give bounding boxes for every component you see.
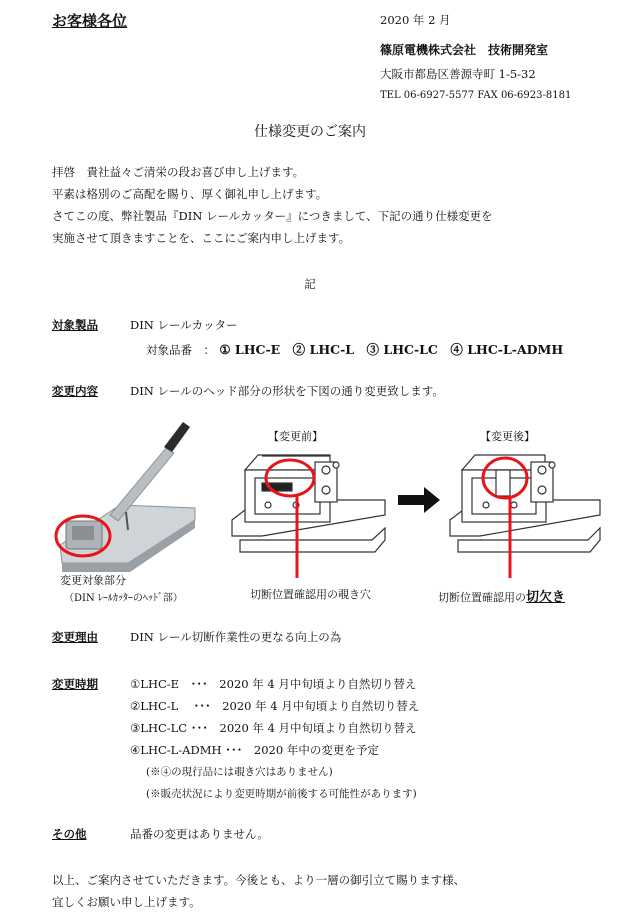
models-list: ① LHC-E ② LHC-L ③ LHC-LC ④ LHC-L-ADMH <box>219 342 564 357</box>
timing-label: 変更時期 <box>52 677 98 691</box>
after-caption-prefix: 切断位置確認用の <box>438 591 526 604</box>
timing-note: (※販売状況により変更時期が前後する可能性があります) <box>146 788 417 800</box>
other-value: 品番の変更はありません。 <box>130 827 269 841</box>
addressee: お客様各位 <box>52 12 128 30</box>
target-caption-sub: （DIN ﾚｰﾙｶｯﾀｰのﾍｯﾄﾞ部） <box>64 593 183 604</box>
timing-row: ②LHC-L ･･･ 2020 年 4 月中旬頃より自然切り替え <box>130 699 420 713</box>
change-value: DIN レールのヘッド部分の形状を下図の通り変更致します。 <box>130 384 444 398</box>
product-label: 対象製品 <box>52 318 98 332</box>
timing-note: (※④の現行品には覗き穴はありません) <box>146 766 333 778</box>
intro-line: 拝啓 貴社益々ご清栄の段お喜び申し上げます。 <box>52 165 305 179</box>
right-arrow-icon <box>398 487 440 513</box>
intro-line: さてこの度、弊社製品『DIN レールカッター』につきまして、下記の通り仕様変更を <box>52 209 493 223</box>
models-prefix: 対象品番 ： <box>146 343 215 357</box>
after-label: 【変更後】 <box>480 430 535 443</box>
ki-heading: 記 <box>304 277 316 291</box>
other-label: その他 <box>52 827 87 841</box>
reason-value: DIN レール切断作業性の更なる向上の為 <box>130 630 342 644</box>
document-title: 仕様変更のご案内 <box>254 124 366 140</box>
intro-line: 実施させて頂きますことを、ここにご案内申し上げます。 <box>52 231 351 245</box>
before-label: 【変更前】 <box>268 430 323 443</box>
date: 2020 年 2 月 <box>380 13 451 27</box>
timing-row: ①LHC-E ･･･ 2020 年 4 月中旬頃より自然切り替え <box>130 677 417 691</box>
timing-row: ③LHC-LC ･･･ 2020 年 4 月中旬頃より自然切り替え <box>130 721 417 735</box>
timing-row: ④LHC-L-ADMH ･･･ 2020 年中の変更を予定 <box>130 743 379 757</box>
reason-label: 変更理由 <box>52 630 98 644</box>
before-caption: 切断位置確認用の覗き穴 <box>250 588 371 601</box>
company-name: 篠原電機株式会社 技術開発室 <box>380 43 549 57</box>
after-caption <box>438 586 565 605</box>
after-caption-emphasis: 切欠き <box>526 590 566 605</box>
product-value: DIN レールカッター <box>130 318 238 332</box>
closing-line: 以上、ご案内させていただきます。今後とも、より一層の御引立て賜ります様、 <box>52 873 466 887</box>
cutter-photo <box>60 422 195 572</box>
closing-line: 宜しくお願い申し上げます。 <box>52 895 201 909</box>
intro-line: 平素は格別のご高配を賜り、厚く御礼申し上げます。 <box>52 187 328 201</box>
change-label: 変更内容 <box>52 384 98 398</box>
company-phone: TEL 06-6927-5577 FAX 06-6923-8181 <box>380 90 572 101</box>
target-caption: 変更対象部分 <box>60 574 126 587</box>
head-before-diagram <box>232 455 385 552</box>
company-address: 大阪市都島区善源寺町 1-5-32 <box>380 67 536 81</box>
